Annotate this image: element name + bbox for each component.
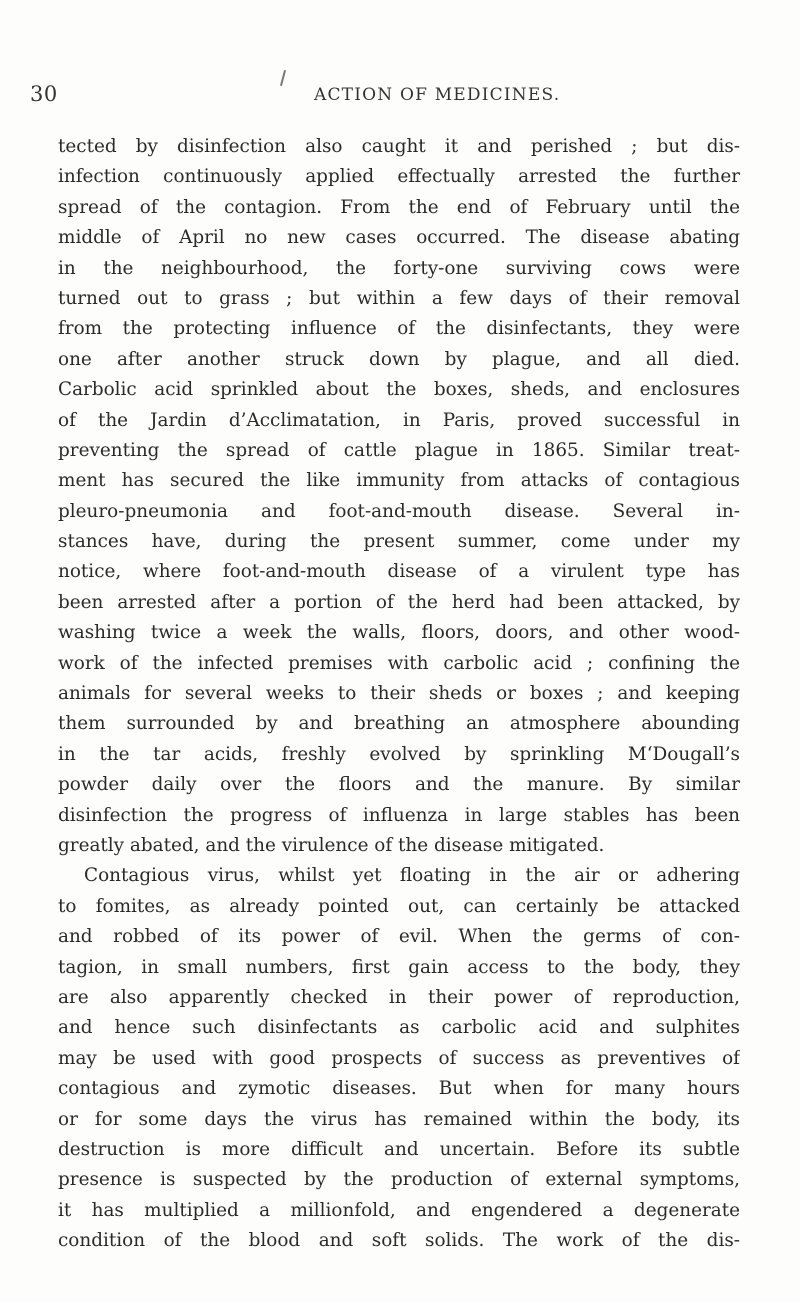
text-line: one after another struck down by plague, and all died.: [58, 348, 740, 370]
text-line: Carbolic acid sprinkled about the boxes, sheds, and enclosures: [58, 379, 740, 401]
text-line: in the neighbourhood, the forty-one surviving cows were: [58, 257, 740, 279]
text-line: tagion, in small numbers, first gain access to the body, they: [58, 956, 740, 978]
text-line: contagious and zymotic diseases. But when for many hours: [58, 1078, 740, 1100]
text-line: and robbed of its power of evil. When the germs of con-: [58, 926, 740, 948]
page-header: [30, 82, 730, 114]
text-line: middle of April no new cases occurred. The disease abating: [58, 227, 740, 249]
text-line: condition of the blood and soft solids. The work of the dis-: [58, 1230, 740, 1252]
text-line: animals for several weeks to their sheds or boxes ; and keeping: [58, 683, 740, 705]
text-line: disinfection the progress of influenza in large stables has been: [58, 804, 740, 826]
body-text: [58, 132, 740, 1256]
text-line: destruction is more difficult and uncertain. Before its subtle: [58, 1138, 740, 1160]
text-line: powder daily over the floors and the manure. By similar: [58, 774, 740, 796]
text-line: them surrounded by and breathing an atmosphere abounding: [58, 713, 740, 735]
paragraph: [58, 132, 740, 861]
text-line: and hence such disinfectants as carbolic acid and sulphites: [58, 1017, 740, 1039]
text-line: preventing the spread of cattle plague in 1865. Similar treat-: [58, 439, 740, 461]
page-number: 30: [30, 82, 58, 106]
text-line: Contagious virus, whilst yet floating in the air or adhering: [84, 865, 740, 887]
text-line: are also apparently checked in their power of reproduction,: [58, 986, 740, 1008]
text-line: tected by disinfection also caught it and perished ; but dis-: [58, 136, 740, 157]
text-line: to fomites, as already pointed out, can certainly be attacked: [58, 895, 740, 917]
text-line: in the tar acids, freshly evolved by sprinkling M‘Dougall’s: [58, 743, 740, 765]
text-line: or for some days the virus has remained within the body, its: [58, 1108, 740, 1130]
text-line: notice, where foot-and-mouth disease of a virulent type has: [58, 561, 740, 583]
text-line: washing twice a week the walls, floors, doors, and other wood-: [58, 622, 740, 644]
text-line: it has multiplied a millionfold, and engendered a degenerate: [58, 1199, 740, 1221]
text-line: of the Jardin d’Acclimatation, in Paris, proved successful in: [58, 409, 740, 431]
running-head: ACTION OF MEDICINES.: [314, 85, 561, 105]
text-line: from the protecting influence of the disinfectants, they were: [58, 318, 740, 340]
text-line: work of the infected premises with carbolic acid ; confining the: [58, 652, 740, 674]
text-line: greatly abated, and the virulence of the disease mitigated.: [58, 834, 605, 856]
text-line: infection continuously applied effectually arrested the further: [58, 166, 740, 188]
text-line: may be used with good prospects of success as preventives of: [58, 1047, 740, 1069]
text-line: spread of the contagion. From the end of February until the: [58, 196, 740, 218]
text-line: been arrested after a portion of the herd had been attacked, by: [58, 591, 740, 613]
text-line: stances have, during the present summer, come under my: [58, 531, 740, 553]
text-line: presence is suspected by the production of external symptoms,: [58, 1169, 740, 1191]
text-line: pleuro-pneumonia and foot-and-mouth disease. Several in-: [58, 500, 740, 522]
text-line: ment has secured the like immunity from attacks of contagious: [58, 470, 740, 492]
pencil-mark: [280, 70, 286, 86]
text-line: turned out to grass ; but within a few days of their removal: [58, 287, 740, 309]
paragraph: [58, 861, 740, 1256]
